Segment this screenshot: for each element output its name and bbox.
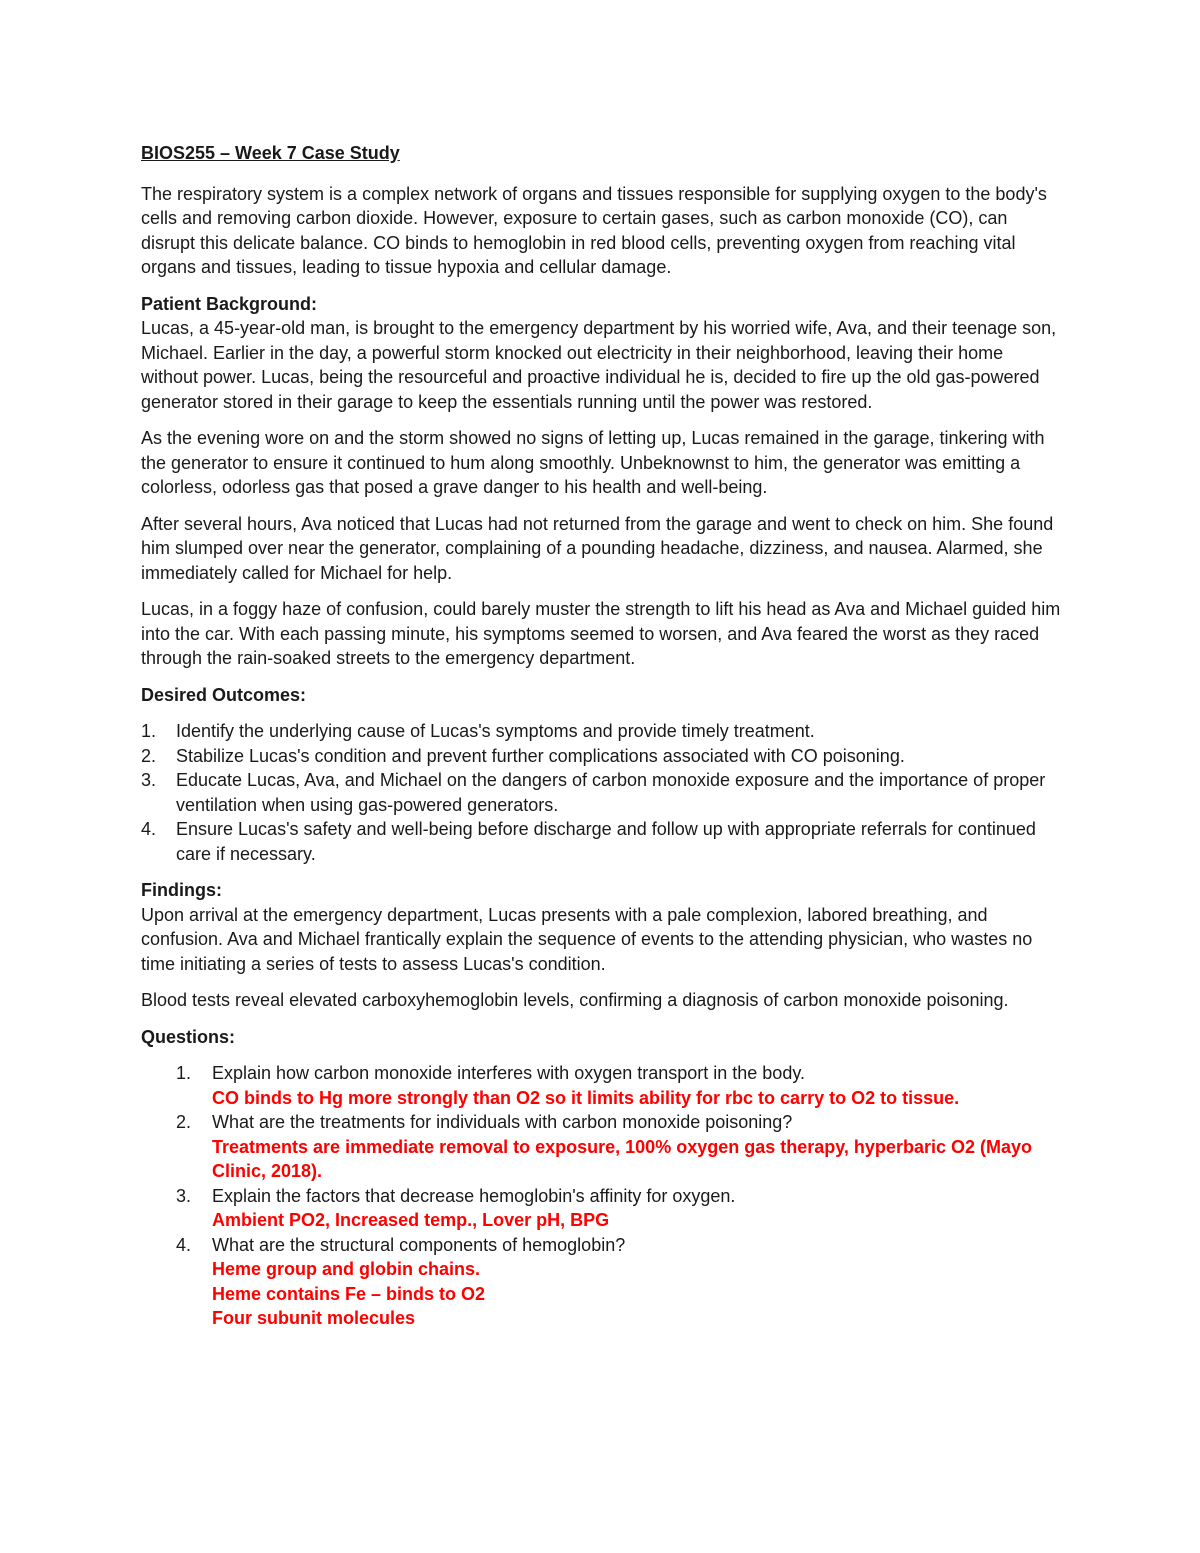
- list-text: Stabilize Lucas's condition and prevent further complications associated with CO poisoning.: [176, 745, 905, 766]
- question-number: 4.: [176, 1234, 192, 1255]
- question-text: Explain how carbon monoxide interferes with oxygen transport in the body.: [212, 1063, 805, 1083]
- answer-text: Four subunit molecules: [212, 1308, 416, 1328]
- list-number: 3.: [141, 770, 157, 790]
- answer-text: Ambient PO2, Increased temp., Lover pH, BPG: [212, 1210, 610, 1230]
- outcomes-list: [141, 719, 1061, 866]
- answer-text: Treatments are immediate removal to exposure, 100% oxygen gas therapy, hyperbaric O2 (Mayo Clinic, 2018).: [212, 1136, 1032, 1181]
- findings-paragraph-1: Upon arrival at the emergency department, Lucas presents with a pale complexion, labored breathing, and confusion. Ava and Michael frantically explain the sequence of events to the attending physician, who wastes no time initiating a series of tests to assess Lucas's condition.: [141, 904, 1033, 974]
- question-number: 2.: [176, 1112, 192, 1132]
- findings-heading: Findings:: [141, 880, 222, 900]
- findings-paragraph-2: Blood tests reveal elevated carboxyhemoglobin levels, confirming a diagnosis of carbon monoxide poisoning.: [141, 990, 1009, 1010]
- list-item: [141, 768, 1061, 817]
- question-item: [141, 1233, 1061, 1331]
- questions-list: [141, 1061, 1061, 1331]
- background-heading: Patient Background:: [141, 293, 318, 314]
- answer-text: Heme group and globin chains.: [212, 1259, 481, 1279]
- question-text: What are the structural components of hemoglobin?: [212, 1234, 626, 1255]
- list-text: Educate Lucas, Ava, and Michael on the dangers of carbon monoxide exposure and the importance of proper ventilation when using gas-powered generators.: [176, 770, 1046, 815]
- list-number: 4.: [141, 819, 157, 839]
- outcomes-heading: Desired Outcomes:: [141, 684, 307, 705]
- list-item: [141, 817, 1061, 866]
- question-number: 1.: [176, 1063, 192, 1083]
- question-item: [141, 1110, 1061, 1184]
- background-paragraph-4: Lucas, in a foggy haze of confusion, could barely muster the strength to lift his head as Ava and Michael guided him into the car. With each passing minute, his symptoms seemed to worsen, and Ava feared the worst as they raced through the rain-soaked streets to the emergency department.: [141, 599, 1061, 668]
- background-paragraph-2: As the evening wore on and the storm showed no signs of letting up, Lucas remained in the garage, tinkering with the generator to ensure it continued to hum along smoothly. Unbeknownst to him, the generator was emitting a colorless, odorless gas that posed a grave danger to his health and well-being.: [141, 428, 1045, 497]
- document-content: [141, 141, 1061, 1331]
- background-paragraph-3: After several hours, Ava noticed that Lucas had not returned from the garage and went to check on him. She found him slumped over near the generator, complaining of a pounding headache, dizziness, and nausea. Alarmed, she immediately called for Michael for help.: [141, 513, 1054, 583]
- list-item: [141, 744, 1061, 769]
- list-text: Ensure Lucas's safety and well-being before discharge and follow up with appropriate referrals for continued care if necessary.: [176, 819, 1036, 864]
- background-paragraph-1: Lucas, a 45-year-old man, is brought to the emergency department by his worried wife, Ava, and their teenage son, Michael. Earlier in the day, a powerful storm knocked out electricity in their neighborhood, leaving their home without power. Lucas, being the resourceful and proactive individual he is, decided to fire up the old gas-powered generator stored in their garage to keep the essentials running until the power was restored.: [141, 318, 1057, 412]
- questions-heading: Questions:: [141, 1026, 236, 1047]
- list-item: [141, 719, 1061, 744]
- intro-paragraph: The respiratory system is a complex network of organs and tissues responsible for supplying oxygen to the body's cells and removing carbon dioxide. However, exposure to certain gases, such as carbon monoxide (CO), can disrupt this delicate balance. CO binds to hemoglobin in red blood cells, preventing oxygen from reaching vital organs and tissues, leading to tissue hypoxia and cellular damage.: [141, 183, 1047, 277]
- list-number: 1.: [141, 721, 157, 741]
- question-item: [141, 1061, 1061, 1110]
- question-item: [141, 1184, 1061, 1233]
- document-title: BIOS255 – Week 7 Case Study: [141, 143, 400, 163]
- answer-text: CO binds to Hg more strongly than O2 so it limits ability for rbc to carry to O2 to tissue.: [212, 1087, 960, 1108]
- answer-text: Heme contains Fe – binds to O2: [212, 1283, 486, 1304]
- list-number: 2.: [141, 745, 157, 766]
- question-number: 3.: [176, 1185, 192, 1206]
- list-text: Identify the underlying cause of Lucas's symptoms and provide timely treatment.: [176, 721, 815, 741]
- question-text: What are the treatments for individuals with carbon monoxide poisoning?: [212, 1112, 793, 1132]
- question-text: Explain the factors that decrease hemoglobin's affinity for oxygen.: [212, 1185, 736, 1206]
